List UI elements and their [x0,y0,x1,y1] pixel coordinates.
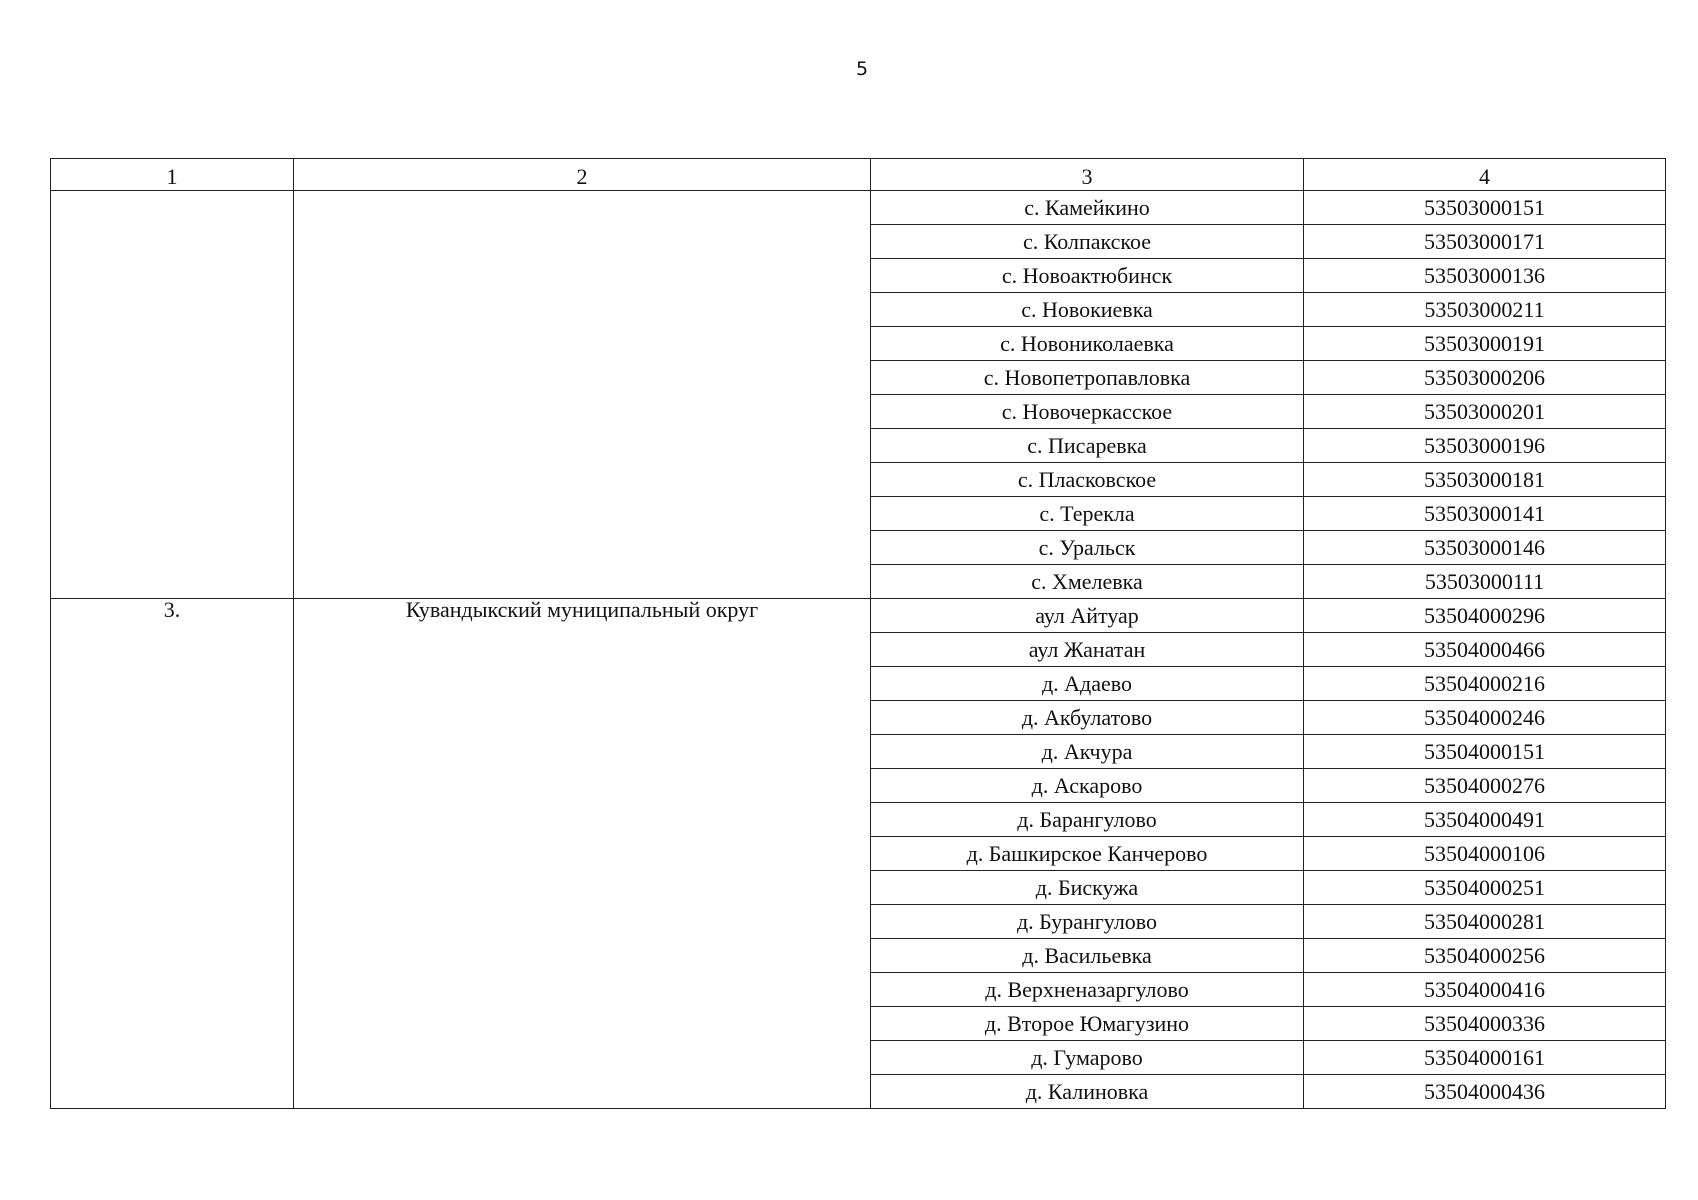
district-cell: Кувандыкский муниципальный округ [294,599,871,1109]
oktmo-code-cell: 53503000136 [1304,259,1666,293]
oktmo-code-cell: 53504000151 [1304,735,1666,769]
settlement-name-cell: с. Хмелевка [871,565,1304,599]
column-header-number: 1 [51,159,294,191]
oktmo-code-cell: 53503000196 [1304,429,1666,463]
oktmo-code-cell: 53504000246 [1304,701,1666,735]
oktmo-code-cell: 53503000141 [1304,497,1666,531]
district-cell [294,191,871,599]
row-number-cell: 3. [51,599,294,1109]
oktmo-code-cell: 53503000211 [1304,293,1666,327]
oktmo-code-cell: 53503000191 [1304,327,1666,361]
settlement-name-cell: д. Гумарово [871,1041,1304,1075]
settlement-name-cell: д. Бискужа [871,871,1304,905]
oktmo-code-cell: 53503000181 [1304,463,1666,497]
settlement-name-cell: д. Акбулатово [871,701,1304,735]
page-number: 5 [855,58,869,80]
column-header-settlement: 3 [871,159,1304,191]
settlement-name-cell: д. Аскарово [871,769,1304,803]
oktmo-code-cell: 53504000466 [1304,633,1666,667]
settlement-name-cell: д. Барангулово [871,803,1304,837]
settlement-name-cell: с. Колпакское [871,225,1304,259]
oktmo-code-cell: 53504000216 [1304,667,1666,701]
oktmo-code-cell: 53504000416 [1304,973,1666,1007]
oktmo-code-cell: 53504000251 [1304,871,1666,905]
settlements-table [50,158,1666,1109]
settlement-name-cell: с. Новониколаевка [871,327,1304,361]
oktmo-code-cell: 53503000201 [1304,395,1666,429]
oktmo-code-cell: 53503000151 [1304,191,1666,225]
oktmo-code-cell: 53504000296 [1304,599,1666,633]
settlement-name-cell: с. Новоактюбинск [871,259,1304,293]
settlement-name-cell: с. Новочеркасское [871,395,1304,429]
oktmo-code-cell: 53504000336 [1304,1007,1666,1041]
oktmo-code-cell: 53504000436 [1304,1075,1666,1109]
oktmo-code-cell: 53504000281 [1304,905,1666,939]
settlement-name-cell: д. Адаево [871,667,1304,701]
column-header-district: 2 [294,159,871,191]
settlement-name-cell: д. Бурангулово [871,905,1304,939]
oktmo-code-cell: 53504000106 [1304,837,1666,871]
row-number-cell [51,191,294,599]
oktmo-code-cell: 53503000206 [1304,361,1666,395]
oktmo-code-cell: 53504000276 [1304,769,1666,803]
settlement-name-cell: с. Писаревка [871,429,1304,463]
settlement-name-cell: с. Терекла [871,497,1304,531]
settlement-name-cell: с. Уральск [871,531,1304,565]
table-header-row [51,159,1666,191]
table-body [51,191,1666,1109]
settlement-name-cell: с. Камейкино [871,191,1304,225]
oktmo-code-cell: 53503000146 [1304,531,1666,565]
column-header-oktmo-code: 4 [1304,159,1666,191]
table-row [51,191,1666,225]
settlement-name-cell: аул Айтуар [871,599,1304,633]
settlement-name-cell: д. Башкирское Канчерово [871,837,1304,871]
settlement-name-cell: с. Новокиевка [871,293,1304,327]
settlement-name-cell: д. Калиновка [871,1075,1304,1109]
oktmo-code-cell: 53504000491 [1304,803,1666,837]
settlement-name-cell: д. Акчура [871,735,1304,769]
oktmo-code-cell: 53504000256 [1304,939,1666,973]
settlement-name-cell: с. Пласковское [871,463,1304,497]
oktmo-code-cell: 53504000161 [1304,1041,1666,1075]
oktmo-code-cell: 53503000111 [1304,565,1666,599]
settlement-name-cell: д. Верхненазаргулово [871,973,1304,1007]
settlement-name-cell: аул Жанатан [871,633,1304,667]
settlement-name-cell: д. Васильевка [871,939,1304,973]
table-row [51,599,1666,633]
oktmo-code-cell: 53503000171 [1304,225,1666,259]
settlement-name-cell: с. Новопетропавловка [871,361,1304,395]
settlement-name-cell: д. Второе Юмагузино [871,1007,1304,1041]
